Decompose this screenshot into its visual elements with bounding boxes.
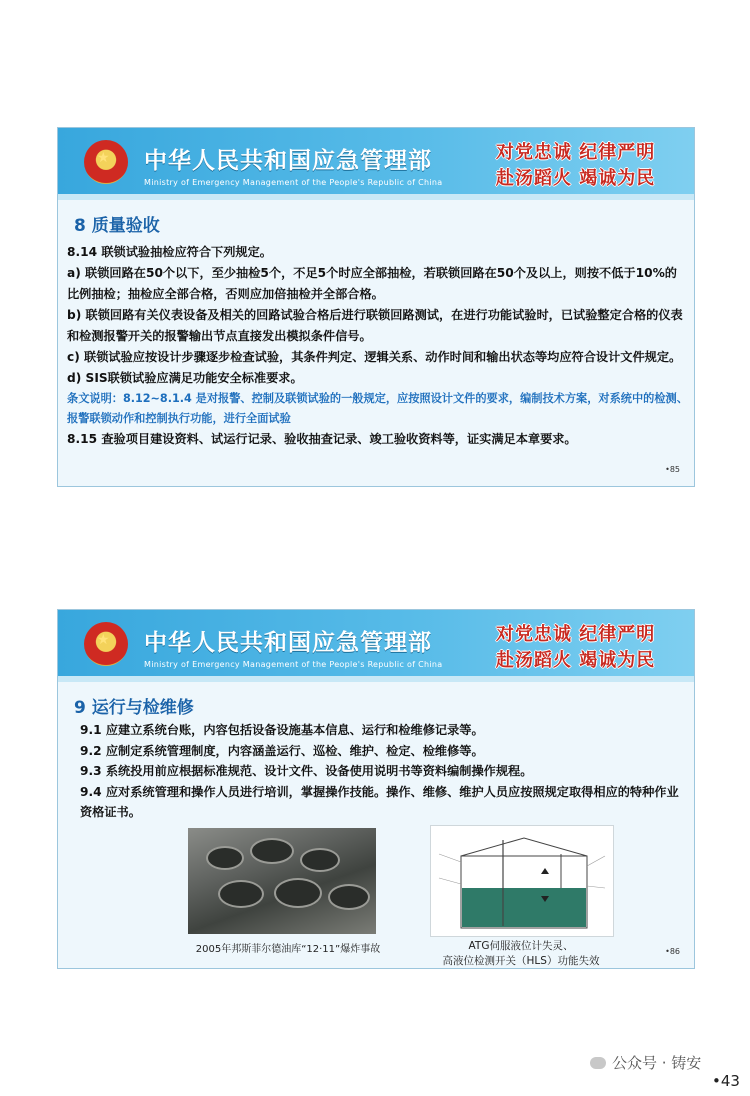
ministry-name-cn: 中华人民共和国应急管理部 — [144, 147, 432, 174]
clause-line: 8.15 查验项目建设资料、试运行记录、验收抽查记录、竣工验收资料等，证实满足本章要求。 — [67, 432, 577, 446]
clause-line: b) 联锁回路有关仪表设备及相关的回路试验合格后进行联锁回路测试，在进行功能试验时，已试验整定合格的仪表和检测报警开关的报警输出节点直接发出模拟条件信号。 — [67, 308, 683, 343]
clause-note: 条文说明：8.12~8.1.4 是对报警、控制及联锁试验的一般规定，应按照设计文件的要求，编制技术方案，对系统中的检测、报警联锁动作和控制执行功能，进行全面试验 — [67, 392, 688, 425]
slide-86 — [57, 609, 695, 969]
slide-85 — [57, 127, 695, 487]
slide-body — [80, 720, 688, 823]
motto-line-2: 赴汤蹈火 竭诚为民 — [496, 650, 656, 671]
slide-page-number: •85 — [665, 465, 680, 474]
tank-shape — [328, 884, 370, 910]
section-title: 8 质量验收 — [74, 216, 160, 236]
diagram-caption-line-1: ATG伺服液位计失灵、 — [468, 940, 574, 952]
tank-shape — [206, 846, 244, 870]
clause-line: 8.14 联锁试验抽检应符合下列规定。 — [67, 245, 272, 259]
motto-line-1: 对党忠诚 纪律严明 — [496, 624, 656, 645]
clause-line: c) 联锁试验应按设计步骤逐步检查试验，其条件判定、逻辑关系、动作时间和输出状态等均应符合设计文件规定。 — [67, 350, 682, 364]
section-title: 9 运行与检维修 — [74, 698, 194, 718]
ministry-name-en: Ministry of Emergency Management of the People's Republic of China — [144, 660, 443, 669]
tank-schematic-diagram — [430, 825, 614, 937]
clause-line: d) SIS联锁试验应满足功能安全标准要求。 — [67, 371, 303, 385]
photo-caption: 2005年邦斯菲尔德油库“12·11”爆炸事故 — [195, 944, 381, 955]
diagram-caption-line-2: 高液位检测开关（HLS）功能失效 — [442, 955, 600, 967]
national-emblem-icon: ★ — [84, 622, 128, 666]
ministry-name-cn: 中华人民共和国应急管理部 — [144, 629, 432, 656]
clause-line: 9.3 系统投用前应根据标准规范、设计文件、设备使用说明书等资料编制操作规程。 — [80, 764, 533, 778]
clause-line: a) 联锁回路在50个以下，至少抽检5个，不足5个时应全部抽检，若联锁回路在50个及以上，则按不低于10%的比例抽检；抽检应全部合格，否则应加倍抽检并全部合格。 — [67, 266, 677, 301]
tank-schematic-icon — [431, 826, 613, 936]
motto-line-1: 对党忠诚 纪律严明 — [496, 142, 656, 163]
document-page-number: •43 — [712, 1072, 740, 1090]
diagram-caption — [410, 939, 632, 969]
slide-page-number: •86 — [665, 947, 680, 956]
wechat-icon — [590, 1057, 606, 1069]
ministry-banner — [58, 610, 694, 682]
tank-shape — [274, 878, 322, 908]
clause-line: 9.1 应建立系统台账，内容包括设备设施基本信息、运行和检维修记录等。 — [80, 723, 484, 737]
motto-line-2: 赴汤蹈火 竭诚为民 — [496, 168, 656, 189]
explosion-aerial-photo — [188, 828, 376, 934]
tank-shape — [218, 880, 264, 908]
clause-line: 9.4 应对系统管理和操作人员进行培训，掌握操作技能。操作、维修、维护人员应按照规定取得相应的特种作业资格证书。 — [80, 784, 679, 819]
clause-line: 9.2 应制定系统管理制度，内容涵盖运行、巡检、维护、检定、检维修等。 — [80, 743, 484, 758]
tank-shape — [250, 838, 294, 864]
ministry-banner — [58, 128, 694, 200]
slide-body — [67, 242, 689, 450]
ministry-name-en: Ministry of Emergency Management of the People's Republic of China — [144, 178, 443, 187]
wechat-account-label: 公众号 · 铸安 — [612, 1054, 702, 1072]
national-emblem-icon: ★ — [84, 140, 128, 184]
tank-shape — [300, 848, 340, 872]
